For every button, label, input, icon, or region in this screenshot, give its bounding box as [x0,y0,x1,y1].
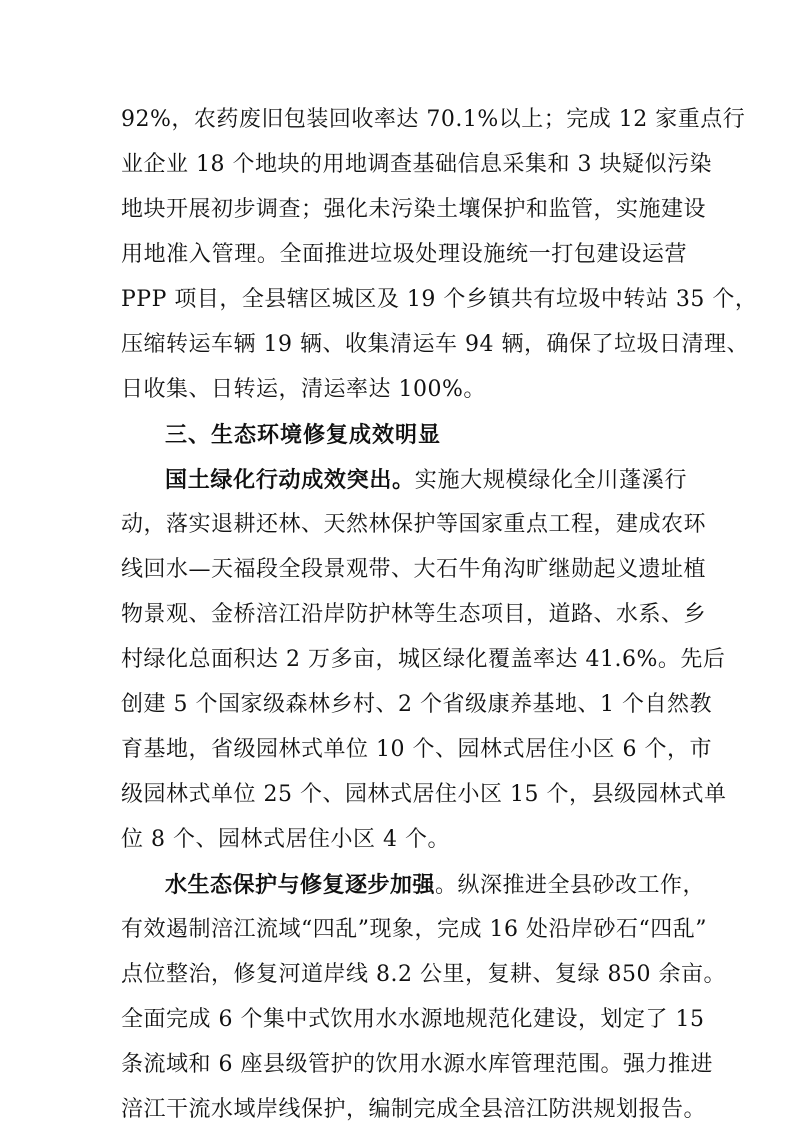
text-line: 有效遏制涪江流域“四乱”现象，完成 16 处沿岸砂石“四乱” [121,917,707,942]
text-line: 全面完成 6 个集中式饮用水水源地规范化建设，划定了 15 [121,1007,705,1032]
paragraph-lead: 水生态保护与修复逐步加强 [165,872,436,898]
text-line: 涪江干流水域岸线保护，编制完成全县涪江防洪规划报告。 [121,1097,707,1122]
text-line: 级园林式单位 25 个、园林式居住小区 15 个，县级园林式单 [121,782,727,807]
text-line: 育基地，省级园林式单位 10 个、园林式居住小区 6 个，市 [121,737,712,762]
text-line: 业企业 18 个地块的用地调查基础信息采集和 3 块疑似污染 [121,152,712,177]
text-line: 用地准入管理。全面推进垃圾处理设施统一打包建设运营 [121,242,687,267]
text-line: 村绿化总面积达 2 万多亩，城区绿化覆盖率达 41.6%。先后 [121,647,726,672]
paragraph-first-line [165,871,706,900]
text-line: 压缩转运车辆 19 辆、收集清运车 94 辆，确保了垃圾日清理、 [121,332,749,357]
text-line: 动，落实退耕还林、天然林保护等国家重点工程，建成农环 [121,512,707,537]
text-line: 位 8 个、园林式居住小区 4 个。 [121,827,450,852]
text-line: 线回水—天福段全段景观带、大石牛角沟旷继勋起义遗址植 [121,557,707,582]
text-line: 点位整治，修复河道岸线 8.2 公里，复耕、复绿 850 余亩。 [121,962,726,987]
text-line: 物景观、金桥涪江沿岸防护林等生态项目，道路、水系、乡 [121,602,707,627]
text-line: 日收集、日转运，清运率达 100%。 [121,377,486,402]
text-line: 条流域和 6 座县级管护的饮用水源水库管理范围。强力推进 [121,1052,713,1077]
paragraph-lead-rest: 实施大规模绿化全川蓬溪行 [414,468,687,493]
paragraph-first-line [165,466,687,495]
text-line: 地块开展初步调查；强化未污染土壤保护和监管，实施建设 [121,197,707,222]
paragraph-lead-rest: 。纵深推进全县砂改工作， [435,873,706,898]
text-line: 创建 5 个国家级森林乡村、2 个省级康养基地、1 个自然教 [121,692,712,717]
section-heading: 三、生态环境修复成效明显 [165,422,442,448]
paragraph-lead: 国土绿化行动成效突出。 [165,467,415,493]
text-line: 92%，农药废旧包装回收率达 70.1%以上；完成 12 家重点行 [121,107,746,132]
text-line: PPP 项目，全县辖区城区及 19 个乡镇共有垃圾中转站 35 个， [121,287,758,312]
